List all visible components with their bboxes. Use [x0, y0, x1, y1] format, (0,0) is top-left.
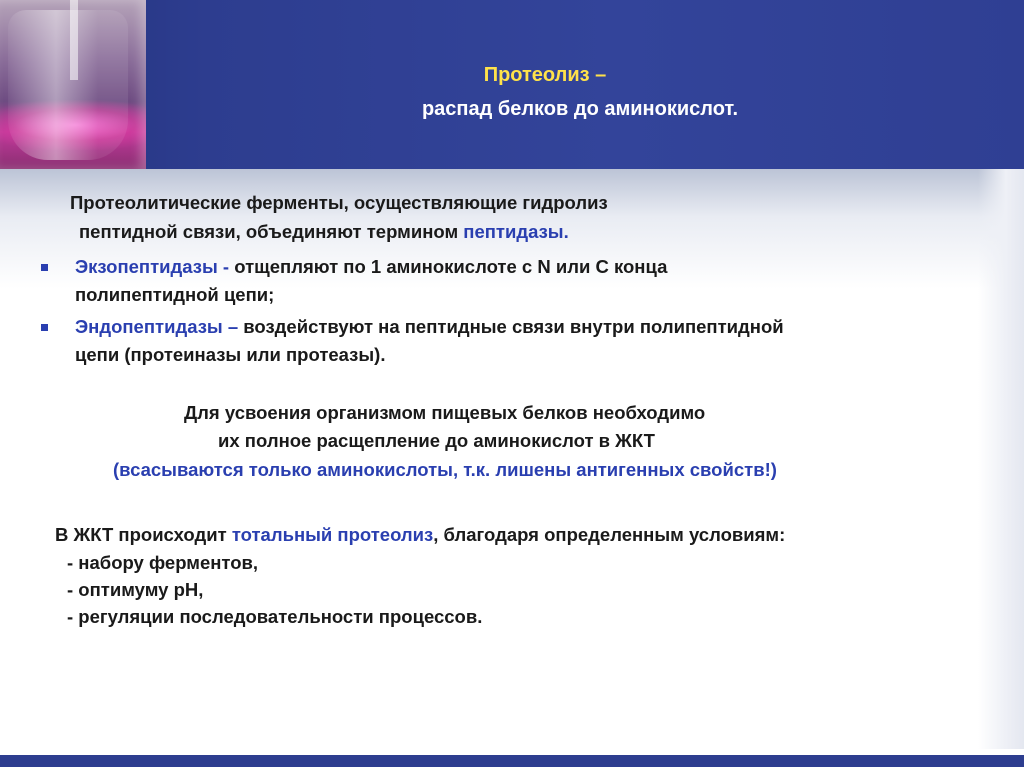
bullet-2-line-2: цепи (протеиназы или протеазы). [75, 344, 386, 365]
peptidase-term: пептидазы. [463, 221, 569, 242]
flask-photo [0, 0, 146, 169]
bullet-1-line-2: полипептидной цепи; [75, 284, 275, 305]
exopeptidase-term: Экзопептидазы - [75, 256, 230, 277]
slide-title [360, 58, 800, 126]
bullet-2-line-1 [75, 313, 784, 340]
gkt-prefix: В ЖКТ происходит [55, 524, 232, 545]
title-line-2: распад белков до аминокислот. [421, 98, 739, 120]
gkt-suffix: , благодаря определенным условиям: [433, 524, 786, 545]
gkt-line [55, 521, 785, 548]
side-decoration [978, 169, 1024, 749]
intro-line-2-text: пептидной связи, объединяют термином [79, 221, 464, 242]
absorption-line-3: (всасываются только аминокислоты, т.к. лишены антигенных свойств!) [113, 459, 777, 480]
bullet-2-text: воздействуют на пептидные связи внутри полипептидной [238, 316, 784, 337]
intro-line-2 [79, 218, 569, 245]
absorption-line-1: Для усвоения организмом пищевых белков необходимо [184, 402, 706, 423]
bullet-square-icon [41, 324, 48, 331]
bullet-square-icon [41, 264, 48, 271]
total-proteolysis-term: тотальный протеолиз [231, 524, 434, 545]
absorption-line-2: их полное расщепление до аминокислот в ЖКТ [218, 430, 655, 451]
bottom-bar [0, 755, 1024, 767]
intro-line-1: Протеолитические ферменты, осуществляющие гидролиз [70, 192, 608, 213]
condition-item: - регуляции последовательности процессов. [67, 606, 483, 627]
bullet-1-line-1 [75, 253, 667, 280]
endopeptidase-term: Эндопептидазы – [75, 316, 239, 337]
condition-item: - оптимуму рН, [67, 579, 204, 600]
title-line-1: Протеолиз – [483, 64, 607, 86]
bullet-1-text: отщепляют по 1 аминокислоте с N или С конца [229, 256, 668, 277]
condition-item: - набору ферментов, [67, 552, 259, 573]
